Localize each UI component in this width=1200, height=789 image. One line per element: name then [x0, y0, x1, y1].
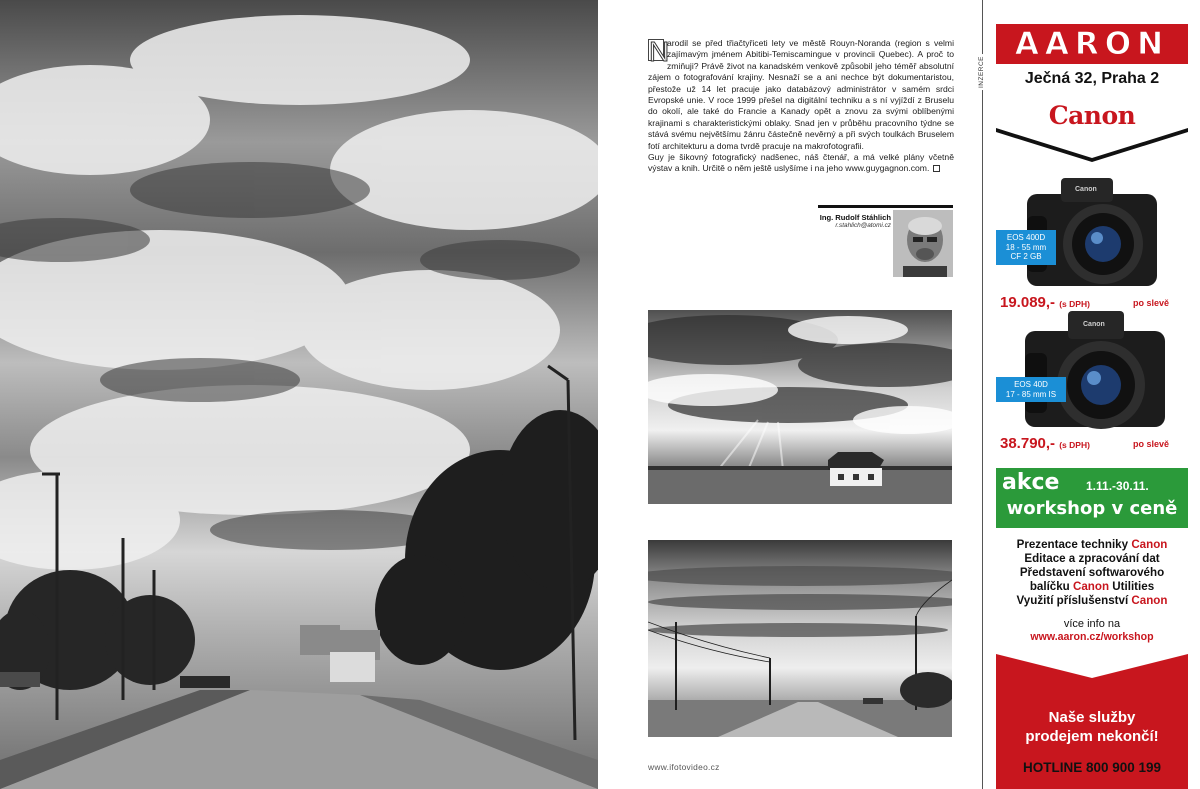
- street-clouds-photo: [0, 0, 598, 789]
- eos-40d-discount-note: po slevě: [1133, 439, 1170, 449]
- topic-item: [996, 552, 1188, 566]
- store-address: Ječná 32, Praha 2: [1024, 70, 1160, 87]
- aaron-logo: [996, 24, 1188, 64]
- topic-text-end: Utilities: [1109, 580, 1155, 593]
- eos-400d-tag: [996, 230, 1056, 265]
- eos-40d-vat: (s DPH): [1059, 440, 1090, 450]
- end-mark-icon: [933, 165, 940, 172]
- farmhouse-illustration: [648, 310, 952, 504]
- author-name: Ing. Rudolf Stáhlich: [819, 213, 891, 222]
- workshop-topics: [996, 538, 1188, 608]
- drop-cap: N: [649, 36, 670, 67]
- topic-text: balíčku: [1029, 580, 1073, 593]
- eos-40d-lens: 17 - 85 mm IS: [1005, 389, 1057, 399]
- more-info-label: více info na: [1063, 618, 1121, 630]
- eos-40d-tag: [996, 377, 1066, 402]
- ad-separator: [982, 0, 983, 789]
- topic-text: Využití příslušenství: [1016, 594, 1132, 607]
- rural-road-illustration: [648, 540, 952, 737]
- topic-item: [996, 566, 1188, 580]
- author-portrait-illustration: [893, 210, 953, 277]
- topic-brand: Canon: [1131, 594, 1168, 607]
- author-email: r.stahlich@atomi.cz: [835, 222, 891, 229]
- footer-url[interactable]: www.ifotovideo.cz: [648, 762, 720, 772]
- promo-box: [996, 468, 1188, 528]
- farmhouse-photo: [648, 310, 952, 504]
- aaron-logo-text: AARON: [1014, 26, 1170, 62]
- hotline-number[interactable]: HOTLINE 800 900 199: [1022, 760, 1162, 775]
- author-box: [818, 205, 953, 277]
- promo-subtitle: workshop v ceně: [1006, 498, 1178, 519]
- eos-400d-vat: (s DPH): [1059, 299, 1090, 309]
- topic-item: [996, 580, 1188, 594]
- svg-text:Canon: Canon: [1075, 186, 1097, 193]
- workshop-link[interactable]: www.aaron.cz/workshop: [1030, 631, 1154, 643]
- chevron-down-icon: [996, 128, 1188, 166]
- eos-400d-discount-note: po slevě: [1133, 298, 1170, 308]
- eos-400d-lens: 18 - 55 mm: [1005, 242, 1047, 252]
- page-gutter: [598, 0, 602, 789]
- eos-400d-model: EOS 400D: [1006, 233, 1046, 242]
- eos-40d-price: [1000, 435, 1090, 452]
- eos-40d-camera-icon: [1013, 307, 1170, 437]
- topic-text: Představení softwarového: [1019, 566, 1165, 579]
- topic-item: [996, 538, 1188, 552]
- eos-400d-card: CF 2 GB: [1010, 252, 1042, 261]
- topic-item: [996, 594, 1188, 608]
- promo-word: akce: [1002, 470, 1060, 495]
- eos-40d-model: EOS 40D: [1014, 380, 1048, 389]
- topic-text: Prezentace techniky: [1016, 538, 1132, 551]
- services-line-1: Naše služby: [1048, 709, 1136, 726]
- eos-40d-price-value: 38.790,-: [1000, 435, 1056, 452]
- topic-brand: Canon: [1131, 538, 1168, 551]
- eos-400d-price-value: 19.089,-: [1000, 294, 1056, 311]
- promo-dates: 1.11.-30.11.: [1086, 479, 1149, 493]
- services-slogan: [996, 708, 1188, 746]
- article-paragraph-2-text: Guy je šikovný fotografický nadšenec, náš čtenář, a má velké plány včetně výstav a knih. Určitě o něm ještě uslyšíme i na jeho www.guygagnon.com.: [648, 152, 954, 174]
- author-rule: [818, 205, 953, 208]
- street-clouds-illustration: [0, 0, 598, 789]
- author-portrait: [893, 210, 953, 277]
- article-paragraph-1: arodil se před třiačtyřiceti lety ve městě Rouyn-Noranda (region s velmi zajímavým jménem Abitibi-Temiscamingue v provincii Quebec). A proč to zmiňuji? Právě život na kanadském venkově způsobil jeho téměř absolutní zájem o fotografování krajiny. Nesnaží se a ani nechce být dokumentaristou, přestože už 14 let pracuje jako databázový administrátor v samém srdci Evropské unie. V roce 1999 přešel na digitální techniku a s ní vyjíždí z Bruselu do okolí, ale také do Francie a Kanady opět a znovu za svými oblíbenými krajinami s charakteristickými oblaky. Snad jen v průběhu pracovního týdne se stává svému největšímu žánru částečně nevěrný a při svých toulkách Bruselem fotí architekturu a doma tvrdě pracuje na makrofotografii.: [648, 38, 954, 151]
- svg-text:Canon: Canon: [1083, 321, 1105, 328]
- topic-brand: Canon: [1072, 580, 1110, 593]
- ad-section-label: INZERCE: [978, 56, 985, 89]
- article-paragraph-2: [648, 152, 954, 175]
- canon-logo: Canon: [1048, 101, 1136, 130]
- rural-road-photo: [648, 540, 952, 737]
- article-text: [648, 38, 954, 175]
- services-line-2: prodejem nekončí!: [1025, 728, 1159, 745]
- banner-notch-icon: [996, 650, 1188, 680]
- topic-text: Editace a zpracování dat: [1024, 552, 1160, 565]
- services-banner: [996, 650, 1188, 789]
